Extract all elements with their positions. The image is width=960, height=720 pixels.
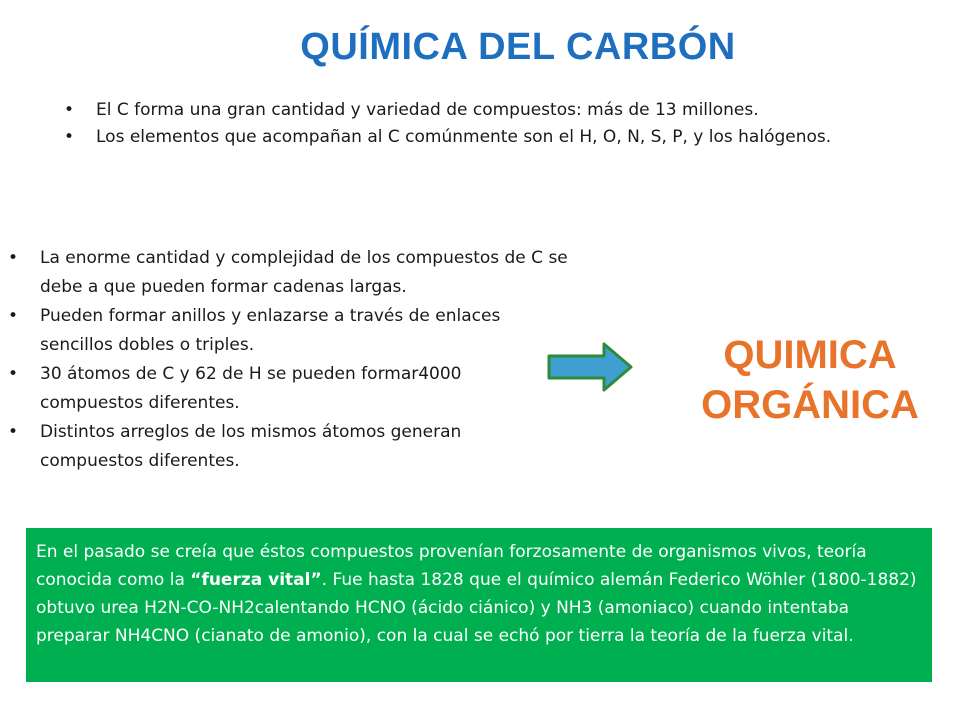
organic-heading-line-2: ORGÁNICA — [701, 383, 919, 427]
arrow-shape — [549, 344, 631, 390]
detail-bullet-list — [8, 244, 568, 476]
detail-bullet-item — [8, 302, 568, 360]
intro-bullet-text: Los elementos que acompañan al C comúnmente son el H, O, N, S, P, y los halógenos. — [96, 127, 832, 147]
bullet-icon: • — [8, 422, 19, 442]
vital-force-emphasis: “fuerza vital” — [190, 570, 322, 590]
detail-bullet-text: 30 átomos de C y 62 de H se pueden formar4000 compuestos diferentes. — [40, 364, 462, 413]
detail-bullet-text: Pueden formar anillos y enlazarse a través de enlaces sencillos dobles o triples. — [40, 306, 501, 355]
history-text-part-1: En el pasado se creía que éstos compuestos provenían forzosamente de organismos vivos, teoría conocida como la — [36, 542, 867, 590]
organic-chemistry-heading — [660, 330, 960, 430]
history-text-part-2: . Fue hasta 1828 que el químico alemán Federico Wöhler (1800-1882) obtuvo urea H2N-CO-NH2calentando HCNO (ácido ciánico) y NH3 (amoniaco) cuando intentaba preparar NH4CNO (cianato de amonio), con la cual se echó por tierra la teoría de la fuerza vital. — [36, 570, 917, 646]
bullet-icon: • — [8, 306, 19, 326]
bullet-icon: • — [8, 364, 19, 384]
intro-bullet-list — [64, 97, 944, 151]
detail-bullet-item — [8, 418, 568, 476]
bullet-icon: • — [8, 248, 19, 268]
slide-title: QUÍMICA DEL CARBÓN — [300, 26, 736, 68]
detail-bullet-item — [8, 244, 568, 302]
organic-heading-line-1: QUIMICA — [723, 333, 897, 377]
detail-bullet-text: Distintos arreglos de los mismos átomos generan compuestos diferentes. — [40, 422, 462, 471]
bullet-icon: • — [64, 127, 75, 147]
detail-bullet-text: La enorme cantidad y complejidad de los compuestos de C se debe a que pueden formar cadenas largas. — [40, 248, 568, 297]
right-arrow-icon — [546, 341, 634, 393]
intro-bullet-item — [64, 124, 944, 151]
bullet-icon: • — [64, 100, 75, 120]
detail-bullet-item — [8, 360, 568, 418]
intro-bullet-text: El C forma una gran cantidad y variedad de compuestos: más de 13 millones. — [96, 100, 759, 120]
history-text-box — [26, 528, 932, 682]
intro-bullet-item — [64, 97, 944, 124]
